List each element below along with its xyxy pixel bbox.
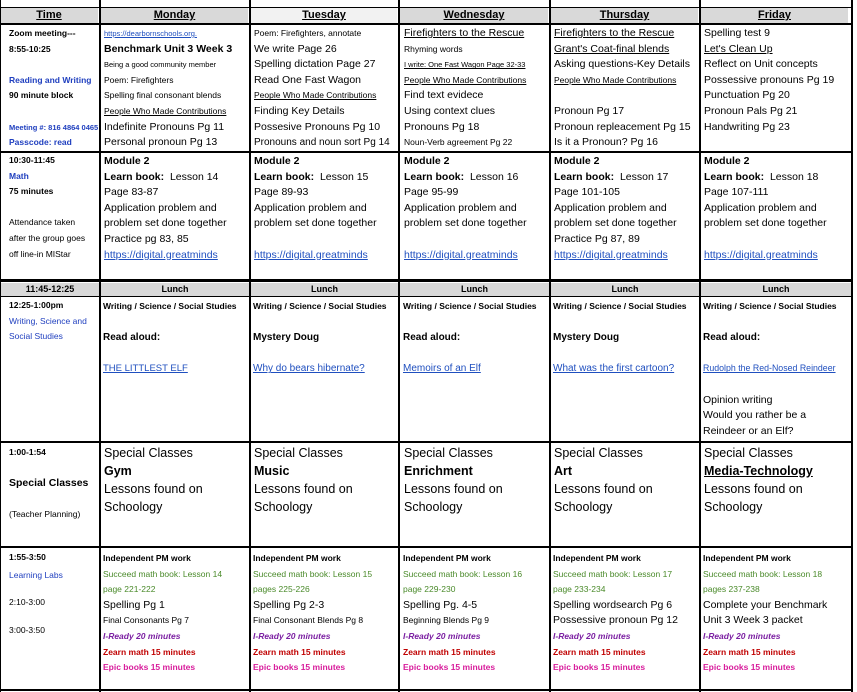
header-tuesday: Tuesday (251, 8, 397, 23)
reading-line: People Who Made Contributions (404, 74, 527, 85)
spacer (9, 200, 99, 216)
reading-line: People Who Made Contributions (104, 105, 227, 116)
math-pages: Page 83-87 (104, 186, 159, 199)
reading-line: Firefighters to the Rescue (554, 27, 675, 39)
learn-label: Learn book: (554, 170, 615, 183)
pm-iready: I-Ready 20 minutes (403, 630, 481, 641)
math-pages: Page 107-111 (704, 186, 769, 199)
reading-wednesday (404, 26, 549, 151)
pm-heading: Independent PM work (103, 553, 191, 563)
greatminds-link[interactable]: https://digital.greatminds (104, 248, 218, 261)
pm-epic: Epic books 15 minutes (553, 662, 646, 673)
special-note: Schoology (104, 500, 163, 514)
pm-pages: pages 237-238 (703, 584, 760, 595)
duration: 75 minutes (9, 186, 54, 197)
math-lesson (254, 170, 398, 186)
reading-line: Being a good community member (104, 60, 217, 70)
learn-label: Learn book: (704, 170, 765, 183)
reading-tuesday (254, 26, 398, 151)
math-app: problem set done together (704, 217, 827, 230)
reading-line: Poem: Firefighters (104, 74, 174, 85)
pm-spelling: Complete your Benchmark (703, 598, 828, 611)
math-app: Application problem and (704, 201, 817, 214)
wss-friday (703, 299, 851, 439)
pm-tuesday (253, 551, 398, 676)
pm-pages: pages 225-226 (253, 584, 310, 595)
wss-extra: Would you rather be a (703, 409, 807, 422)
special-monday (104, 444, 249, 516)
math-module: Module 2 (404, 155, 450, 167)
lesson-number: Lesson 16 (469, 170, 519, 183)
math-pages: Page 89-93 (254, 186, 309, 199)
time-range: 12:25-1:00pm (9, 300, 64, 310)
math-app: problem set done together (554, 217, 677, 230)
time-range: 1:00-1:54 (9, 447, 46, 457)
time-block-special (9, 445, 99, 523)
wss-label: Read aloud: (103, 332, 161, 344)
special-note: Lessons found on (254, 482, 353, 496)
wss-extra: Opinion writing (703, 393, 773, 406)
math-module: Module 2 (554, 155, 600, 167)
subject-label: Special Classes (9, 477, 89, 490)
lunch-wednesday: Lunch (400, 283, 549, 296)
math-friday (704, 154, 851, 263)
math-practice (704, 232, 851, 248)
pm-iready: I-Ready 20 minutes (703, 630, 781, 641)
special-note: Schoology (554, 500, 613, 514)
reading-line: Rhyming words (404, 43, 463, 54)
spacer (403, 315, 549, 331)
pm-epic: Epic books 15 minutes (403, 662, 496, 673)
math-module: Module 2 (254, 155, 300, 167)
wss-label: Mystery Doug (253, 332, 320, 344)
pm-succeed: Succeed math book: Lesson 15 (253, 568, 373, 579)
wss-monday (103, 299, 249, 377)
reading-line: Spelling test 9 (704, 27, 770, 39)
header-time: Time (0, 8, 98, 23)
pm-monday (103, 551, 249, 676)
lunch-monday: Lunch (101, 283, 249, 296)
pm-spelling: Spelling Pg 1 (103, 598, 165, 611)
pm-pages: page 233-234 (553, 584, 606, 595)
special-friday (704, 444, 851, 516)
reading-line: Grant's Coat-final blends (554, 42, 670, 55)
spacer (103, 346, 249, 362)
time-block-pm (9, 550, 99, 638)
spacer (253, 346, 398, 362)
reading-line: I write: One Fast Wagon Page 32-33 (404, 60, 526, 70)
wss-wednesday (403, 299, 549, 377)
reading-friday (704, 26, 851, 135)
pm-succeed: Succeed math book: Lesson 17 (553, 568, 673, 579)
math-app: Application problem and (404, 201, 517, 214)
spacer (9, 104, 99, 120)
greatminds-link[interactable]: https://digital.greatminds (704, 248, 818, 261)
wss-heading: Writing / Science / Social Studies (553, 301, 687, 311)
header-monday: Monday (101, 8, 248, 23)
math-module: Module 2 (104, 155, 150, 167)
pm-spelling: Spelling wordsearch Pg 6 (553, 598, 673, 611)
math-app: Application problem and (104, 201, 217, 214)
wss-link[interactable]: Memoirs of an Elf (403, 363, 481, 375)
subject-label: Writing, Science and (9, 315, 87, 326)
pm-epic: Epic books 15 minutes (253, 662, 346, 673)
math-monday (104, 154, 249, 263)
pm-spelling-2: Beginning Blends Pg 9 (403, 615, 490, 626)
math-app: Application problem and (554, 201, 667, 214)
subject-label: Learning Labs (9, 569, 63, 580)
reading-line: Asking questions-Key Details (554, 58, 690, 71)
pm-epic: Epic books 15 minutes (703, 662, 796, 673)
reading-line: Punctuation Pg 20 (704, 89, 790, 102)
pm-friday (703, 551, 851, 676)
attendance-note: Attendance taken (9, 217, 76, 228)
lesson-number: Lesson 14 (169, 170, 219, 183)
wss-heading: Writing / Science / Social Studies (253, 301, 387, 311)
reading-line: Pronouns Pg 18 (404, 120, 480, 133)
special-title: Special Classes (104, 446, 193, 460)
pm-spelling-2: Final Consonant Blends Pg 8 (253, 615, 364, 626)
pm-iready: I-Ready 20 minutes (103, 630, 181, 641)
reading-line: Noun-Verb agreement Pg 22 (404, 137, 513, 148)
attendance-note: off line-in MIStar (9, 248, 71, 259)
special-title: Special Classes (404, 446, 493, 460)
time-range: 3:00-3:50 (9, 624, 45, 635)
pm-spelling: Spelling Pg. 4-5 (403, 598, 478, 611)
reading-line: Read One Fast Wagon (254, 73, 361, 86)
math-practice (404, 232, 549, 248)
special-title: Special Classes (254, 446, 343, 460)
special-note: Lessons found on (704, 482, 803, 496)
reading-line: Possessive pronouns Pg 19 (704, 73, 835, 86)
pm-succeed: Succeed math book: Lesson 14 (103, 568, 223, 579)
pm-thursday (553, 551, 699, 676)
special-subject: Enrichment (404, 464, 473, 478)
reading-line: We write Page 26 (254, 42, 337, 55)
math-app: Application problem and (254, 201, 367, 214)
pm-spelling-2: Unit 3 Week 3 packet (703, 614, 803, 627)
lesson-number: Lesson 15 (319, 170, 369, 183)
pm-succeed: Succeed math book: Lesson 18 (703, 568, 823, 579)
pm-spelling-2: Final Consonants Pg 7 (103, 615, 189, 626)
math-app: problem set done together (254, 217, 377, 230)
reading-line: Pronoun Pals Pg 21 (704, 104, 798, 117)
special-note: Lessons found on (554, 482, 653, 496)
math-app: problem set done together (404, 217, 527, 230)
math-practice: Practice Pg 87, 89 (554, 232, 640, 245)
special-subject: Media-Technology (704, 464, 813, 478)
reading-line: Find text evidece (404, 89, 484, 102)
wss-label: Read aloud: (703, 332, 761, 344)
meeting-number: Meeting #: 816 4864 0465 (9, 122, 99, 132)
pm-heading: Independent PM work (403, 553, 491, 563)
learn-label: Learn book: (104, 170, 165, 183)
subject-label: Social Studies (9, 331, 63, 342)
time-block-reading (9, 26, 99, 151)
pm-heading: Independent PM work (253, 553, 341, 563)
reading-line: Indefinite Pronouns Pg 11 (104, 120, 225, 133)
reading-line: Reflect on Unit concepts (704, 58, 818, 71)
lesson-number: Lesson 17 (619, 170, 669, 183)
greatminds-link[interactable]: https://digital.greatminds (554, 248, 668, 261)
pm-pages: page 229-230 (403, 584, 456, 595)
header-friday: Friday (701, 8, 848, 23)
reading-line: People Who Made Contributions (554, 74, 677, 85)
spacer (703, 315, 851, 331)
pm-succeed: Succeed math book: Lesson 16 (403, 568, 523, 579)
special-note: Schoology (254, 500, 313, 514)
math-app: problem set done together (104, 217, 227, 230)
time-range: 2:10-3:00 (9, 597, 45, 608)
reading-line: Let's Clean Up (704, 42, 773, 55)
pm-iready: I-Ready 20 minutes (253, 630, 331, 641)
header-thursday: Thursday (551, 8, 698, 23)
special-title: Special Classes (704, 446, 793, 460)
pm-zearn: Zearn math 15 minutes (703, 646, 796, 657)
lesson-number: Lesson 18 (769, 170, 819, 183)
time-range: 1:55-3:50 (9, 552, 46, 562)
reading-line: Firefighters to the Rescue (404, 27, 525, 39)
math-pages: Page 101-105 (554, 186, 620, 199)
pm-heading: Independent PM work (553, 553, 641, 563)
spacer (553, 346, 699, 362)
time-block-wss (9, 298, 99, 345)
reading-line: Possesive Pronouns Pg 10 (254, 120, 381, 133)
wss-link[interactable]: What was the first cartoon? (553, 363, 675, 375)
reading-thursday (554, 26, 699, 151)
reading-line: Personal pronoun Pg 13 (104, 136, 218, 149)
wss-heading: Writing / Science / Social Studies (703, 301, 837, 311)
reading-line: Is it a Pronoun? Pg 16 (554, 136, 658, 149)
time-range: 8:55-10:25 (9, 43, 51, 54)
spacer (403, 346, 549, 362)
special-wednesday (404, 444, 549, 516)
special-subject: Gym (104, 464, 132, 478)
pm-spelling-2: Possessive pronoun Pg 12 (553, 614, 678, 627)
math-practice: Practice pg 83, 85 (104, 232, 189, 245)
header-wednesday: Wednesday (400, 8, 548, 23)
reading-line: Benchmark Unit 3 Week 3 (104, 42, 233, 55)
pm-zearn: Zearn math 15 minutes (103, 646, 196, 657)
wss-tuesday (253, 299, 398, 377)
pm-zearn: Zearn math 15 minutes (553, 646, 646, 657)
time-lunch: 11:45-12:25 (1, 283, 99, 296)
special-thursday (554, 444, 699, 516)
teacher-planning: (Teacher Planning) (9, 509, 81, 520)
special-note: Lessons found on (404, 482, 503, 496)
wss-extra: Reindeer or an Elf? (703, 424, 794, 437)
reading-line: Pronoun repleacement Pg 15 (554, 120, 691, 133)
math-thursday (554, 154, 699, 263)
reading-line: Spelling dictation Page 27 (254, 58, 376, 71)
spacer (703, 377, 851, 393)
special-title: Special Classes (554, 446, 643, 460)
reading-line: Finding Key Details (254, 104, 345, 117)
lunch-tuesday: Lunch (251, 283, 398, 296)
spacer (103, 315, 249, 331)
math-tuesday (254, 154, 398, 263)
pm-pages: page 221-222 (103, 584, 156, 595)
math-pages: Page 95-99 (404, 186, 459, 199)
time-zoom: Zoom meeting--- (9, 28, 76, 38)
lunch-friday: Lunch (701, 283, 851, 296)
wss-thursday (553, 299, 699, 377)
pm-wednesday (403, 551, 549, 676)
pm-zearn: Zearn math 15 minutes (403, 646, 496, 657)
lunch-thursday: Lunch (551, 283, 699, 296)
special-subject: Art (554, 464, 573, 478)
pm-epic: Epic books 15 minutes (103, 662, 196, 673)
wss-heading: Writing / Science / Social Studies (403, 301, 537, 311)
reading-line: Pronouns and noun sort Pg 14 (254, 137, 390, 149)
wss-heading: Writing / Science / Social Studies (103, 301, 237, 311)
wss-link[interactable]: Why do bears hibernate? (253, 363, 365, 375)
time-range: 10:30-11:45 (9, 155, 55, 165)
special-note: Schoology (404, 500, 463, 514)
subject-label: Reading and Writing (9, 74, 92, 85)
reading-line: Spelling final consonant blends (104, 90, 222, 101)
reading-line: Pronoun Pg 17 (554, 104, 625, 117)
wss-link[interactable]: Rudolph the Red-Nosed Reindeer (703, 363, 836, 374)
greatminds-link[interactable]: https://digital.greatminds (254, 248, 368, 261)
spacer (253, 315, 398, 331)
special-note: Schoology (704, 500, 763, 514)
subject-label: Math (9, 170, 29, 181)
spacer (9, 461, 99, 477)
reading-line: Handwriting Pg 23 (704, 120, 790, 133)
math-lesson (554, 170, 699, 186)
learn-label: Learn book: (254, 170, 315, 183)
reading-line: People Who Made Contributions (254, 90, 377, 101)
spacer (703, 346, 851, 362)
wss-label: Mystery Doug (553, 332, 620, 344)
time-block-math (9, 153, 99, 262)
math-wednesday (404, 154, 549, 263)
reading-line: Using context clues (404, 104, 496, 117)
pm-iready: I-Ready 20 minutes (553, 630, 631, 641)
special-note: Lessons found on (104, 482, 203, 496)
attendance-note: after the group goes (9, 232, 86, 243)
passcode: Passcode: read (9, 137, 72, 148)
special-subject: Music (254, 464, 290, 478)
math-lesson (104, 170, 249, 186)
special-tuesday (254, 444, 398, 516)
duration: 90 minute block (9, 90, 74, 101)
reading-monday (104, 26, 249, 151)
district-link[interactable]: https://dearbornschools.org. (104, 29, 197, 38)
spacer (9, 57, 99, 73)
greatminds-link[interactable]: https://digital.greatminds (404, 248, 518, 261)
math-practice (254, 232, 398, 248)
math-lesson (404, 170, 549, 186)
pm-zearn: Zearn math 15 minutes (253, 646, 346, 657)
wss-link[interactable]: THE LITTLEST ELF (103, 363, 188, 375)
spacer (9, 492, 99, 508)
wss-label: Read aloud: (403, 332, 461, 344)
learn-label: Learn book: (404, 170, 465, 183)
reading-line (554, 88, 699, 104)
math-module: Module 2 (704, 155, 750, 167)
pm-heading: Independent PM work (703, 553, 791, 563)
spacer (553, 315, 699, 331)
pm-spelling: Spelling Pg 2-3 (253, 598, 325, 611)
math-lesson (704, 170, 851, 186)
reading-line: Poem: Firefighters, annotate (254, 28, 362, 38)
